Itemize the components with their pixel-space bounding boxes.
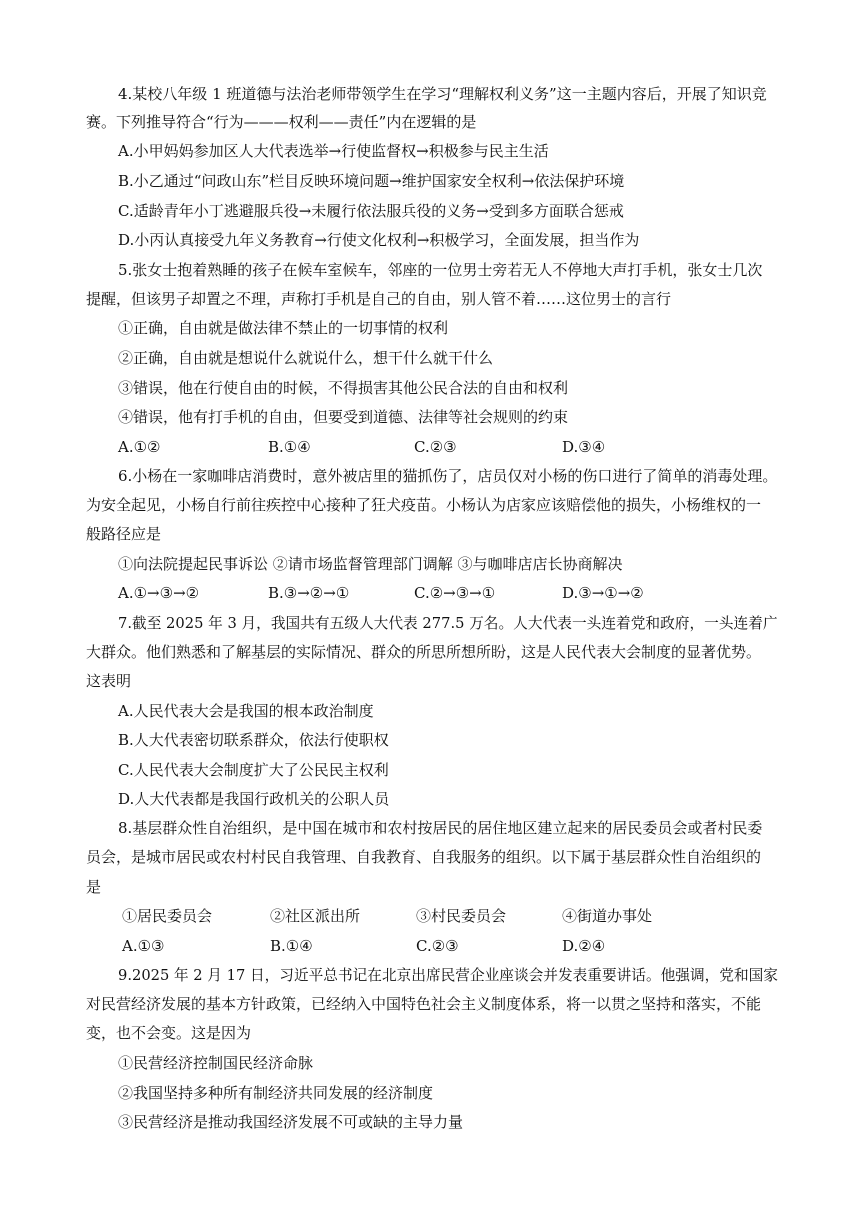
q8-statement-2: ②社区派出所 [270,907,361,925]
q8-stem-line-1: 8.基层群众性自治组织，是中国在城市和农村按居民的居住地区建立起来的居民委员会或者村民委 [118,819,763,837]
q6-option-b: B.③→②→① [268,584,350,602]
q6-statements: ①向法院提起民事诉讼 ②请市场监督管理部门调解 ③与咖啡店店长协商解决 [118,555,623,573]
q9-statement-2: ②我国坚持多种所有制经济共同发展的经济制度 [118,1084,434,1102]
q8-stem-line-3: 是 [86,878,102,896]
q7-stem-line-1: 7.截至 2025 年 3 月，我国共有五级人大代表 277.5 万名。人大代表一头连着党和政府，一头连着广 [118,614,778,632]
q6-option-c: C.②→③→① [414,584,496,602]
q6-stem-line-1: 6.小杨在一家咖啡店消费时，意外被店里的猫抓伤了，店员仅对小杨的伤口进行了简单的消毒处理。 [118,467,778,485]
q9-stem-line-3: 变，也不会变。这是因为 [86,1024,252,1042]
q5-option-c: C.②③ [414,438,457,456]
q8-option-a: A.①③ [122,937,165,955]
q4-option-d: D.小丙认真接受九年义务教育→行使文化权利→积极学习，全面发展，担当作为 [118,231,640,249]
q9-statement-1: ①民营经济控制国民经济命脉 [118,1054,314,1072]
q5-stem-line-2: 提醒，但该男子却置之不理，声称打手机是自己的自由，别人管不着……这位男士的言行 [86,290,672,308]
q5-stem-line-1: 5.张女士抱着熟睡的孩子在候车室候车，邻座的一位男士旁若无人不停地大声打手机，张女士几次 [118,261,763,279]
q5-option-a: A.①② [118,438,161,456]
q6-option-d: D.③→①→② [562,584,644,602]
q9-stem-line-1: 9.2025 年 2 月 17 日，习近平总书记在北京出席民营企业座谈会并发表重要讲话。他强调，党和国家 [118,966,778,984]
q6-stem-line-2: 为安全起见，小杨自行前往疾控中心接种了狂犬疫苗。小杨认为店家应该赔偿他的损失，小杨维权的一 [86,496,762,514]
q5-statement-3: ③错误，他在行使自由的时候，不得损害其他公民合法的自由和权利 [118,379,569,397]
q7-option-d: D.人大代表都是我国行政机关的公职人员 [118,790,390,808]
q8-option-b: B.①④ [270,937,313,955]
q7-option-a: A.人民代表大会是我国的根本政治制度 [118,702,374,720]
q5-option-d: D.③④ [562,438,606,456]
q8-statement-3: ③村民委员会 [416,907,507,925]
q5-statement-2: ②正确，自由就是想说什么就说什么，想干什么就干什么 [118,349,494,367]
q4-option-b: B.小乙通过“问政山东”栏目反映环境问题→维护国家安全权利→依法保护环境 [118,172,625,190]
q5-statement-1: ①正确，自由就是做法律不禁止的一切事情的权利 [118,319,449,337]
q7-stem-line-3: 这表明 [86,672,132,690]
q6-option-a: A.①→③→② [118,584,200,602]
q7-option-c: C.人民代表大会制度扩大了公民民主权利 [118,761,389,779]
q5-statement-4: ④错误，他有打手机的自由，但要受到道德、法律等社会规则的约束 [118,408,569,426]
q4-option-c: C.适龄青年小丁逃避服兵役→未履行依法服兵役的义务→受到多方面联合惩戒 [118,202,624,220]
q8-statement-1: ①居民委员会 [122,907,213,925]
q8-option-d: D.②④ [562,937,606,955]
q6-stem-line-3: 般路径应是 [86,525,162,543]
q7-option-b: B.人大代表密切联系群众，依法行使职权 [118,731,389,749]
q4-stem-line-1: 4.某校八年级 1 班道德与法治老师带领学生在学习“理解权利义务”这一主题内容后，开展了知识竞 [118,85,767,103]
q9-stem-line-2: 对民营经济发展的基本方针政策，已经纳入中国特色社会主义制度体系，将一以贯之坚持和落实，不能 [86,995,762,1013]
q5-option-b: B.①④ [268,438,311,456]
q4-stem-line-2: 赛。下列推导符合“行为———权利——责任”内在逻辑的是 [86,113,477,131]
q9-statement-3: ③民营经济是推动我国经济发展不可或缺的主导力量 [118,1113,464,1131]
q8-stem-line-2: 员会，是城市居民或农村村民自我管理、自我教育、自我服务的组织。以下属于基层群众性自治组织的 [86,848,762,866]
q7-stem-line-2: 大群众。他们熟悉和了解基层的实际情况、群众的所思所想所盼，这是人民代表大会制度的显著优势。 [86,643,762,661]
q4-option-a: A.小甲妈妈参加区人大代表选举→行使监督权→积极参与民主生活 [118,142,549,160]
q8-option-c: C.②③ [416,937,459,955]
q8-statement-4: ④街道办事处 [562,907,653,925]
